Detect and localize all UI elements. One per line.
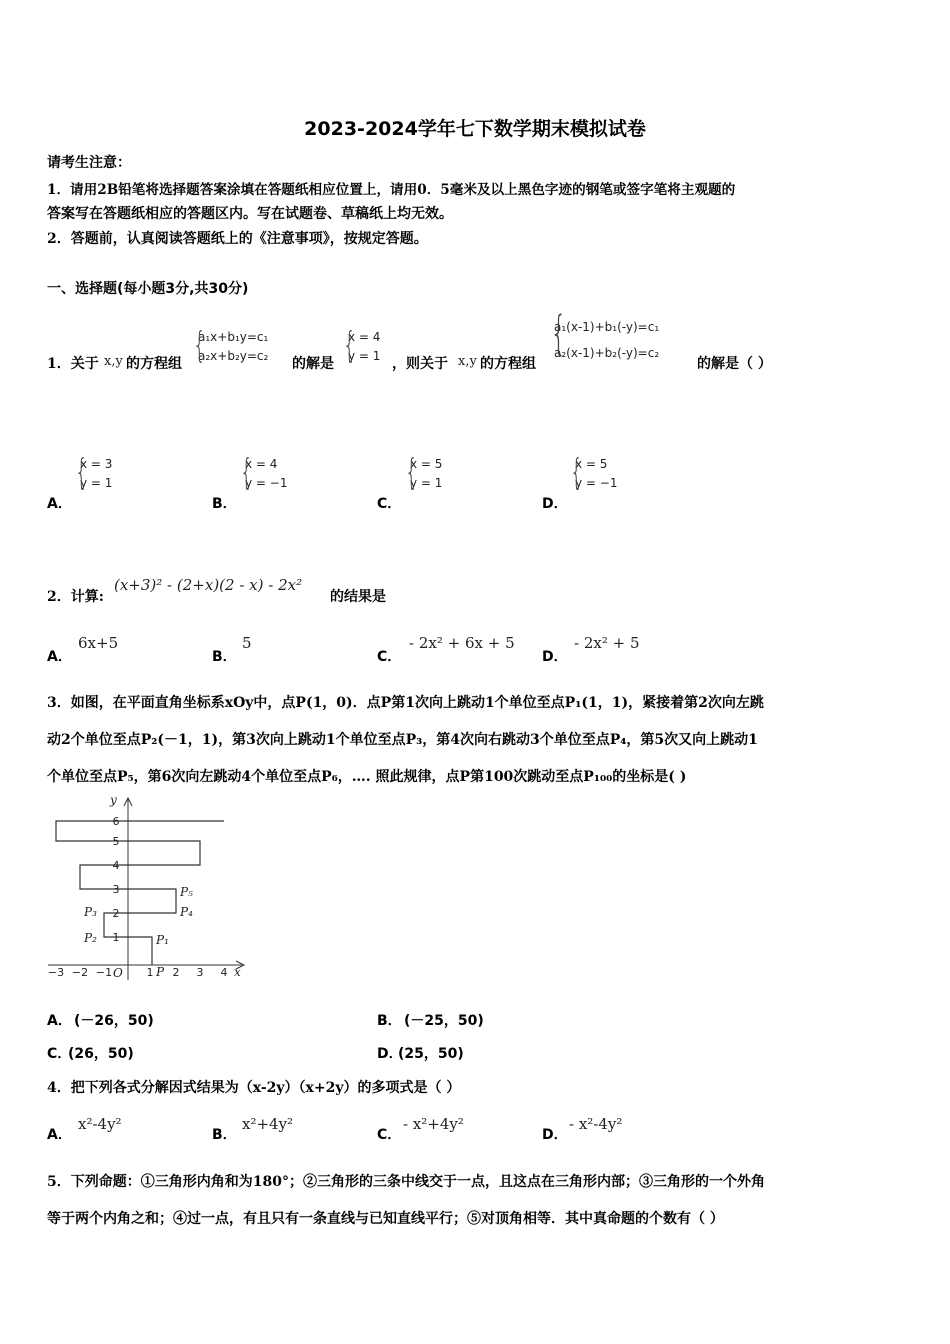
q3-option-d-label[interactable]: D．	[377, 1046, 403, 1062]
q2-option-c-label[interactable]: C．	[377, 649, 402, 665]
q4-option-c-label[interactable]: C．	[377, 1127, 402, 1143]
q1-system-2-eq2: a₂(x-1)+b₂(-y)=c₂	[554, 346, 660, 360]
q1-known-solution	[340, 328, 380, 366]
q4-option-b-label[interactable]: B．	[212, 1127, 237, 1143]
q4-option-d[interactable]: - x²-4y²	[569, 1115, 623, 1133]
q1-option-a-line1: { x = 3	[80, 457, 113, 471]
q1-option-b-line2: y = −1	[245, 476, 288, 490]
x-tick-4: 4	[220, 966, 228, 979]
point-p2-label: P₂	[84, 931, 97, 945]
q2-option-d[interactable]: - 2x² + 5	[574, 634, 640, 652]
notice-line-1b: 答案写在答题纸相应的答题区内。写在试题卷、草稿纸上均无效。	[47, 206, 453, 222]
point-p3-label: P₃	[84, 905, 97, 919]
q1-known-solution-y: y = 1	[348, 349, 381, 363]
q2-option-c[interactable]: - 2x² + 6x + 5	[409, 634, 515, 652]
q1-option-b[interactable]	[237, 455, 287, 493]
q1-option-c-line2: y = 1	[410, 476, 443, 490]
q1-system-2-eq1: { a₁(x-1)+b₁(-y)=c₁	[554, 320, 660, 334]
y-tick-2: 2	[112, 907, 120, 920]
q2-option-a[interactable]: 6x+5	[78, 634, 119, 652]
q4-option-c[interactable]: - x²+4y²	[403, 1115, 464, 1133]
q2-option-b[interactable]: 5	[242, 634, 252, 652]
section-heading: 一、选择题(每小题3分,共30分)	[47, 281, 249, 297]
q4-option-a-label[interactable]: A．	[47, 1127, 72, 1143]
y-tick-4: 4	[112, 859, 120, 872]
q1-stem-part4: ，则关于	[392, 356, 448, 372]
q1-option-c-label[interactable]: C．	[377, 496, 402, 512]
q2-stem-tail: 的结果是	[330, 589, 386, 605]
q3-option-a[interactable]: (－26，50)	[74, 1013, 154, 1029]
q3-stem-line2: 动2个单位至点P₂(－1，1)，第3次向上跳动1个单位至点P₃，第4次向右跳动3个单位至点P₄，第5次又向上跳动1	[47, 732, 758, 748]
x-tick-neg1: −1	[95, 966, 113, 979]
q1-stem-part6: 的解是（ ）	[697, 356, 772, 372]
page-title: 2023-2024学年七下数学期末模拟试卷	[304, 118, 646, 140]
q1-option-a-line2: y = 1	[80, 476, 113, 490]
q3-option-a-label[interactable]: A．	[47, 1013, 72, 1029]
q1-system-1	[190, 328, 268, 366]
y-tick-6: 6	[112, 815, 120, 828]
notice-line-2: 2．答题前，认真阅读答题纸上的《注意事项》，按规定答题。	[47, 231, 428, 247]
q1-option-d-label[interactable]: D．	[542, 496, 568, 512]
y-tick-3: 3	[112, 883, 120, 896]
q5-stem-line2: 等于两个内角之和；④过一点，有且只有一条直线与已知直线平行；⑤对顶角相等．其中真命题的个数有（ ）	[47, 1211, 724, 1227]
q1-option-b-label[interactable]: B．	[212, 496, 237, 512]
q3-option-b-label[interactable]: B．	[377, 1013, 402, 1029]
q1-stem-part5: 的方程组	[480, 356, 536, 372]
q1-stem-part1: 1．关于	[47, 356, 99, 372]
q3-option-c-label[interactable]: C．	[47, 1046, 72, 1062]
x-tick-neg3: −3	[47, 966, 65, 979]
q1-variables-2: x,y	[458, 354, 477, 369]
q2-stem-lead: 2．计算:	[47, 589, 104, 605]
q4-stem: 4．把下列各式分解因式结果为（x-2y）（x+2y）的多项式是（ ）	[47, 1080, 461, 1096]
q1-option-a-label[interactable]: A．	[47, 496, 72, 512]
q3-option-b[interactable]: (－25，50)	[404, 1013, 484, 1029]
q1-stem-part2: 的方程组	[126, 356, 182, 372]
q2-option-b-label[interactable]: B．	[212, 649, 237, 665]
q1-option-c-line1: { x = 5	[410, 457, 443, 471]
x-tick-neg2: −2	[71, 966, 89, 979]
q1-system-1-eq1: { a₁x+b₁y=c₁	[198, 330, 269, 344]
q1-option-c[interactable]	[402, 455, 442, 493]
q4-option-d-label[interactable]: D．	[542, 1127, 568, 1143]
q1-option-d-line2: y = −1	[575, 476, 618, 490]
q1-stem-part3: 的解是	[292, 356, 334, 372]
q5-stem-line1: 5．下列命题：①三角形内角和为180°；②三角形的三条中线交于一点，且这点在三角形内部；③三角形的一个外角	[47, 1174, 765, 1190]
q1-variables-1: x,y	[104, 354, 123, 369]
q1-system-1-eq2: a₂x+b₂y=c₂	[198, 349, 269, 363]
origin-label: O	[113, 966, 123, 980]
q1-option-d[interactable]	[567, 455, 617, 493]
y-axis-label: y	[110, 793, 117, 807]
q4-option-b[interactable]: x²+4y²	[242, 1115, 294, 1133]
q2-option-d-label[interactable]: D．	[542, 649, 568, 665]
x-tick-3: 3	[196, 966, 204, 979]
point-p1-label: P₁	[156, 933, 169, 947]
notice-line-1a: 1．请用2B铅笔将选择题答案涂填在答题纸相应位置上，请用0．5毫米及以上黑色字迹的钢笔或签字笔将主观题的	[47, 182, 736, 198]
q1-option-a[interactable]	[72, 455, 112, 493]
point-p4-label: P₄	[180, 905, 193, 919]
q2-expression: (x+3)² - (2+x)(2 - x) - 2x²	[114, 576, 303, 594]
x-tick-2: 2	[172, 966, 180, 979]
q3-option-d[interactable]: (25，50)	[398, 1046, 464, 1062]
q1-option-b-line1: { x = 4	[245, 457, 278, 471]
point-p-label: P	[156, 965, 165, 979]
q3-option-c[interactable]: (26，50)	[68, 1046, 134, 1062]
q3-coordinate-figure	[44, 792, 254, 984]
q2-option-a-label[interactable]: A．	[47, 649, 72, 665]
q3-stem-line3: 个单位至点P₅，第6次向左跳动4个单位至点P₆，…. 照此规律，点P第100次跳动至点P₁₀₀的坐标是( )	[47, 769, 687, 785]
jump-path	[56, 821, 224, 965]
q3-stem-line1: 3．如图，在平面直角坐标系xOy中，点P(1，0)．点P第1次向上跳动1个单位至点P₁(1，1)，紧接着第2次向左跳	[47, 695, 764, 711]
x-axis-label: x	[234, 965, 241, 979]
y-tick-1: 1	[112, 931, 120, 944]
q4-option-a[interactable]: x²-4y²	[78, 1115, 122, 1133]
q1-known-solution-x: { x = 4	[348, 330, 381, 344]
q1-system-2	[546, 314, 659, 366]
y-tick-5: 5	[112, 835, 120, 848]
notice-heading: 请考生注意：	[47, 155, 131, 171]
x-tick-1: 1	[146, 966, 154, 979]
point-p5-label: P₅	[180, 885, 193, 899]
q1-option-d-line1: { x = 5	[575, 457, 608, 471]
